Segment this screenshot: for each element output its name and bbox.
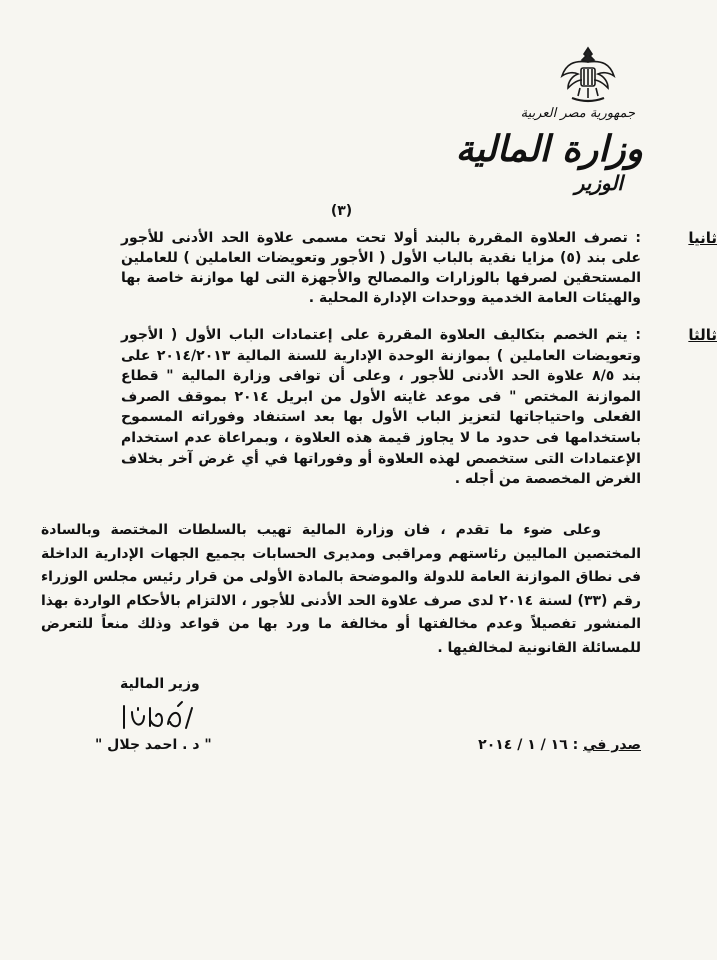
section-text: : تصرف العلاوة المقررة بالبند أولا تحت مسمى علاوة الحد الأدنى للأجور على بند (٥) مزايا نقدية بالباب الأول ( الأجور وتعويضات العاملين ) للعاملين المستحقين لصرفها بالوزارات والمصالح والأجهزة التى لها موازنة خاصة بها والهيئات العامة الخدمية ووحدات الإدارة المحلية . — [121, 230, 641, 306]
page-number: (٣) — [330, 203, 353, 219]
office-label: الوزير — [574, 171, 623, 195]
signatory-name: " د . احمد جلال " — [95, 737, 212, 753]
republic-name: جمهورية مصر العربية — [520, 106, 635, 121]
issue-date-label: صدر في — [583, 737, 641, 753]
issue-date — [478, 737, 641, 753]
eagle-emblem-icon — [560, 42, 616, 104]
closing-paragraph — [41, 519, 641, 660]
section-second — [121, 228, 717, 308]
ministry-name: وزارة المالية — [455, 128, 643, 170]
section-text: : يتم الخصم بتكاليف العلاوة المقررة على إعتمادات الباب الأول ( الأجور وتعويضات العاملين ) بموازنة الوحدة الإدارية للسنة المالية ٢٠١٤/٢٠١٣ على بند ٨/٥ علاوة الحد الأدنى للأجور ، وعلى أن توافى وزارة المالية " قطاع الموازنة المختص " فى موعد غايته الأول من ابريل ٢٠١٤ بموقف الصرف الفعلى واحتياجاتها لتعزيز الباب الأول بها بعد استنفاد وفوراته المسموح باستخدامها فى حدود ما لا يجاوز قيمة هذه العلاوة ، وبمراعاة عدم استخدام الإعتمادات التى ستخصص لهذه العلاوة أو وفوراتها في أي غرض آخر بخلاف الغرض المخصصة من أجله . — [121, 327, 641, 488]
section-label: ثالثا — [688, 326, 717, 344]
issue-date-value: : ١٦ / ١ / ٢٠١٤ — [478, 737, 579, 753]
section-third — [121, 325, 717, 490]
handwritten-signature — [118, 698, 196, 738]
section-label: ثانيا — [688, 229, 717, 247]
closing-text: وعلى ضوء ما تقدم ، فان وزارة المالية تهيب بالسلطات المختصة وبالسادة المختصين الماليين رئاستهم ومراقبى ومديرى الحسابات بجميع الجهات الإدارية الداخلة فى نطاق الموازنة العامة للدولة والموضحة بالمادة الأولى من قرار رئيس مجلس الوزراء رقم (٣٣) لسنة ٢٠١٤ لدى صرف علاوة الحد الأدنى للأجور ، الالتزام بالأحكام الواردة بهذا المنشور تفصيلاً وعدم مخالفتها أو مخالفة ما ورد بها من قواعد وذلك منعاً للتعرض للمسائلة القانونية لمخالفيها . — [41, 522, 641, 656]
signatory-title: وزير المالية — [120, 676, 200, 692]
